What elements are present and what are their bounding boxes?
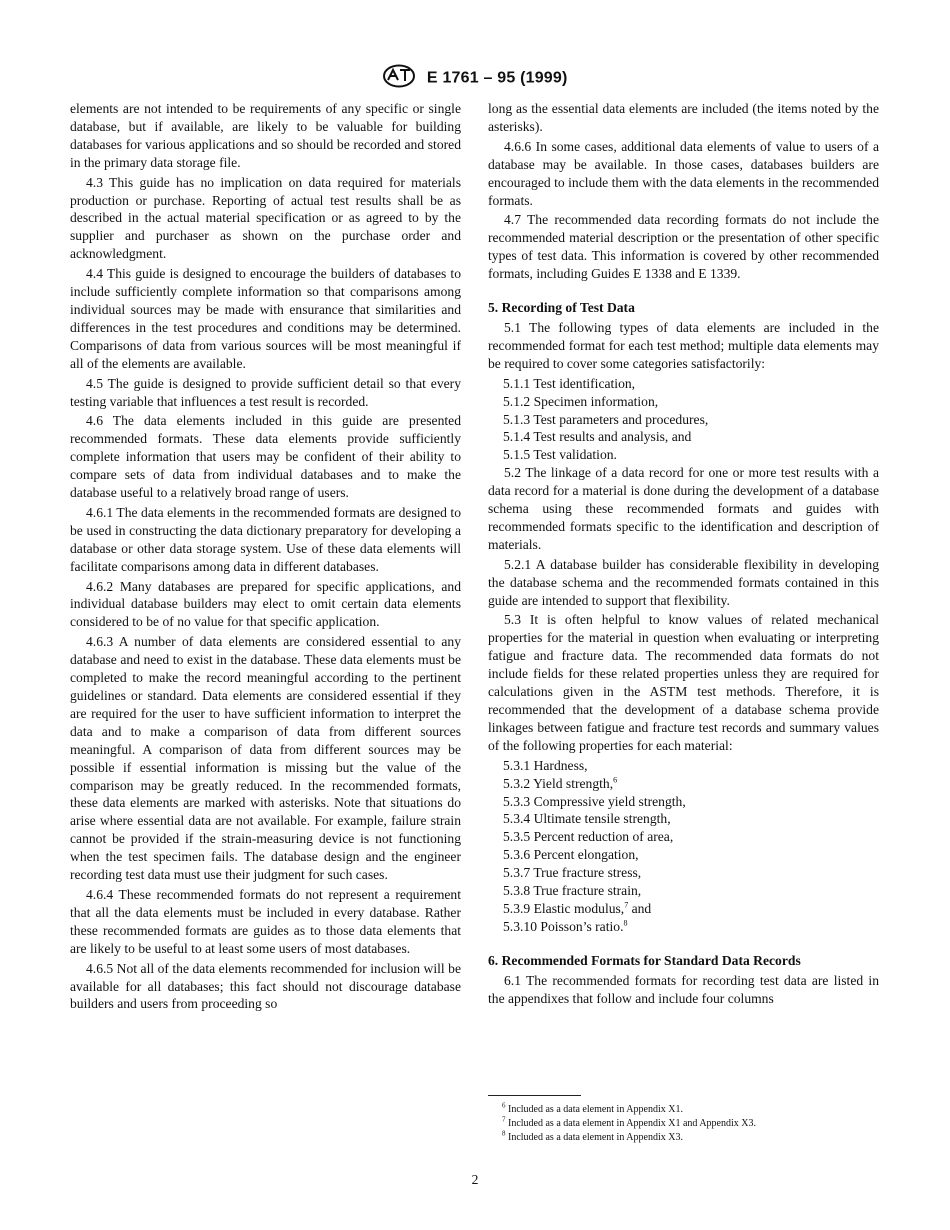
paragraph-4-4: 4.4 This guide is designed to encourage the builders of databases to include sufficiently complete information so that comparisons among individual sources may be made with ensurance that similarities and differences in the test procedures and conditions may be determined. Comparisons of data from various sources will be most meaningful if all of the elements are available. bbox=[70, 266, 461, 371]
section-5-heading: 5. Recording of Test Data bbox=[488, 300, 635, 316]
paragraph-4-6: 4.6 The data elements included in this guide are presented recommended formats. These data elements provide sufficiently complete information that users may be confident of their ability to compare sets of data from individual databases and to make the database useful to a relatively broad range of users. bbox=[70, 413, 461, 501]
left-column bbox=[70, 100, 461, 1015]
list-item-text: 5.3.7 True fracture stress, bbox=[503, 865, 642, 881]
footnote-ref: 8 bbox=[623, 918, 628, 928]
footnote-text: Included as a data element in Appendix X1. bbox=[508, 1104, 683, 1115]
paragraph-4-6-2: 4.6.2 Many databases are prepared for specific applications, and individual database builders may elect to omit certain data elements considered to be of no value for that specific application. bbox=[70, 578, 461, 630]
list-item-text: 5.3.6 Percent elongation, bbox=[503, 847, 639, 863]
paragraph-4-2-continued: elements are not intended to be requirements of any specific or single database, but if available, are likely to be valuable for building databases for various applications and so should be recorded and stored in the primary data storage file. bbox=[70, 101, 461, 170]
paragraph-5-2-1: 5.2.1 A database builder has considerable flexibility in developing the database schema and the recommended formats contained in this guide are intended to support that flexibility. bbox=[488, 556, 879, 608]
list-item: 5.1.3 Test parameters and procedures, bbox=[503, 411, 709, 427]
list-item-text: 5.3.4 Ultimate tensile strength, bbox=[503, 811, 671, 827]
standard-designation: E 1761 – 95 (1999) bbox=[426, 69, 568, 87]
paragraph-4-6-4: 4.6.4 These recommended formats do not represent a requirement that all the data elements must be included in every database. Rather these recommended formats are guides as to those data elements that are likely to be useful to at least some users of most databases. bbox=[70, 886, 461, 956]
footnote-text: Included as a data element in Appendix X3. bbox=[508, 1132, 683, 1143]
list-item bbox=[488, 810, 879, 828]
list-item bbox=[488, 757, 879, 775]
paragraph-5-2: 5.2 The linkage of a data record for one or more test results with a data record for a material is done during the development of a database schema using these recommended formats and guides with recommended formats specific to the identification and description of materials. bbox=[488, 465, 879, 552]
list-item bbox=[488, 828, 879, 846]
list-item-text: 5.3.1 Hardness, bbox=[503, 757, 588, 773]
paragraph-5-3: 5.3 It is often helpful to know values of related mechanical properties for the material in question when evaluating or interpreting fatigue and fracture data. The recommended data formats do not include fields for these related properties unless they are required for calculations given in the ASTM test methods. Therefore, it is recommended that the development of a database schema provide linkages between fatigue and fracture test records and summary values of the following properties for each material: bbox=[488, 612, 879, 753]
paragraph-4-6-5-continued: long as the essential data elements are included (the items noted by the asterisks). bbox=[488, 101, 879, 134]
footnote bbox=[488, 1131, 879, 1145]
list-item: 5.1.5 Test validation. bbox=[503, 447, 617, 463]
footnote bbox=[488, 1103, 879, 1117]
list-item: 5.1.4 Test results and analysis, and bbox=[503, 429, 692, 445]
list-item-text: 5.3.9 Elastic modulus, bbox=[503, 900, 625, 916]
paragraph-4-3: 4.3 This guide has no implication on data required for materials production or purchase. Reporting of actual test results shall be as described in the actual material specification or as agreed to by the supplier and purchaser as shown on the purchase order and acknowledgment. bbox=[70, 174, 461, 262]
list-item-text: 5.3.8 True fracture strain, bbox=[503, 883, 642, 899]
paragraph-4-7: 4.7 The recommended data recording formats do not include the recommended material description or the presentation of other specific types of test data. This information is covered by other recommended formats, including Guides E 1338 and E 1339. bbox=[488, 212, 879, 282]
list-item-suffix: and bbox=[628, 900, 652, 916]
list-item-text: 5.3.5 Percent reduction of area, bbox=[503, 829, 674, 845]
paragraph-4-5: 4.5 The guide is designed to provide sufficient detail so that every testing variable that influences a test result is recorded. bbox=[70, 375, 461, 409]
page-number: 2 bbox=[471, 1172, 479, 1187]
footnote-text: Included as a data element in Appendix X1 and Appendix X3. bbox=[508, 1118, 756, 1129]
footnote bbox=[488, 1117, 879, 1131]
footnote-number: 8 bbox=[502, 1129, 506, 1138]
section-6-heading: 6. Recommended Formats for Standard Data Records bbox=[488, 952, 801, 968]
list-item bbox=[488, 775, 879, 793]
list-item-text: 5.3.2 Yield strength, bbox=[503, 775, 614, 791]
list-item bbox=[488, 793, 879, 811]
footnote-ref: 7 bbox=[624, 900, 629, 910]
paragraph-5-1: 5.1 The following types of data elements are included in the recommended format for each test method; multiple data elements may be required to cover some categories satisfactorily: bbox=[488, 319, 879, 371]
paragraph-4-6-6: 4.6.6 In some cases, additional data elements of value to users of a database may be available. In those cases, databases builders are encouraged to include them with the data elements in the recommended formats. bbox=[488, 138, 879, 208]
list-item bbox=[488, 864, 879, 882]
paragraph-4-6-5: 4.6.5 Not all of the data elements recommended for inclusion will be available for all databases; this fact should not discourage database builders and users from proceeding so bbox=[70, 960, 461, 1012]
list-item-text: 5.3.3 Compressive yield strength, bbox=[503, 793, 686, 809]
right-column bbox=[488, 100, 879, 1010]
list-item: 5.1.1 Test identification, bbox=[503, 375, 636, 391]
footnotes bbox=[488, 1103, 879, 1145]
list-item bbox=[488, 846, 879, 864]
footnote-ref: 6 bbox=[613, 775, 618, 785]
list-item: 5.1.2 Specimen information, bbox=[503, 393, 659, 409]
list-item-text: 5.3.10 Poisson’s ratio. bbox=[503, 918, 624, 934]
list-item bbox=[488, 882, 879, 900]
footnote-number: 6 bbox=[502, 1101, 506, 1110]
paragraph-4-6-1: 4.6.1 The data elements in the recommended formats are designed to be used in constructing the data dictionary preparatory for developing a database or other data storage system. Use of these data elements will facilitate comparisons among data in different databases. bbox=[70, 504, 461, 574]
list-item bbox=[488, 900, 879, 918]
paragraph-4-6-3: 4.6.3 A number of data elements are considered essential to any database and need to exist in the database. These data elements must be completed to make the record meaningful according to the pertinent guidelines or standard. Data elements are considered essential if they are required for the user to have sufficient information to interpret the data and to make a comparison of data from different sources meaningful. A comparison of data from different sources may be possible if essential information is missing but the value of the comparison may be greatly reduced. In the recommended formats, these data elements are marked with asterisks. Note that situations do arise where essential data are not available. For example, failure strain cannot be provided if the strain-measuring device is not functioning when the test specimen fails. The database design and the engineer recording test data must use their judgment for such cases. bbox=[70, 634, 461, 883]
astm-logo-icon bbox=[382, 64, 416, 93]
footnote-divider bbox=[488, 1095, 581, 1096]
list-item bbox=[488, 918, 879, 936]
footnote-number: 7 bbox=[502, 1115, 506, 1124]
page-header bbox=[0, 64, 950, 93]
paragraph-6-1: 6.1 The recommended formats for recording test data are listed in the appendixes that follow and include four columns bbox=[488, 972, 879, 1006]
